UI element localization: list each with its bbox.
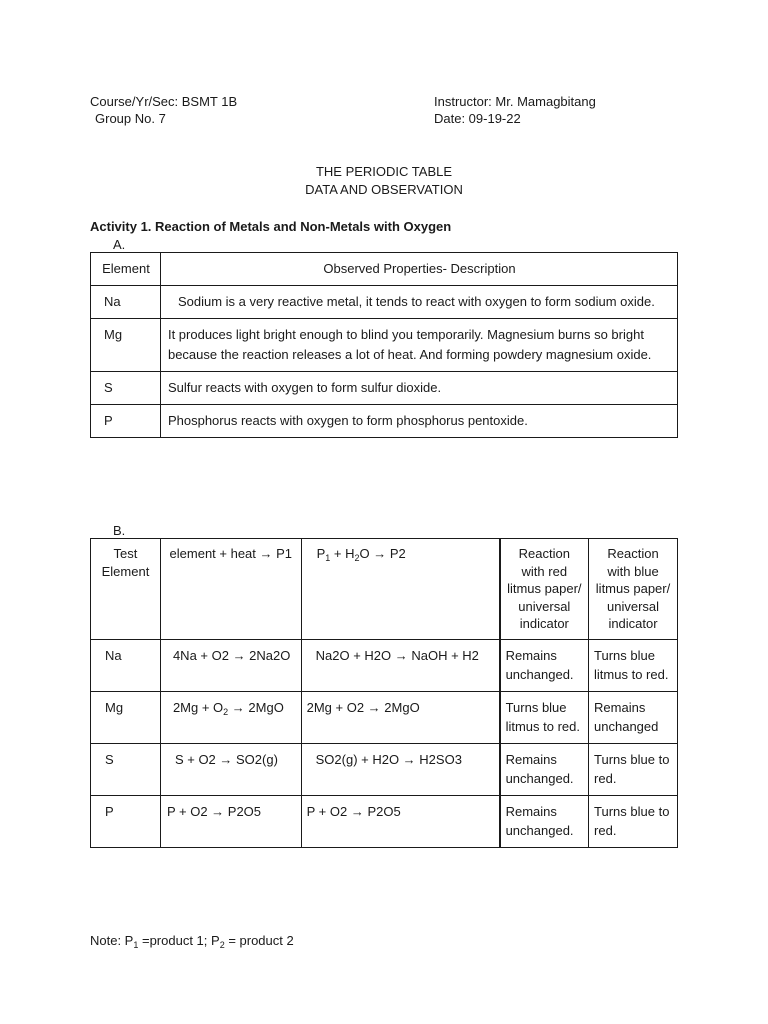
col-element-header: Element <box>91 253 161 286</box>
blue-litmus-cell: Turns blue to red. <box>589 743 678 795</box>
activity-heading: Activity 1. Reaction of Metals and Non-Metals with Oxygen <box>90 219 452 234</box>
table-row <box>91 286 678 319</box>
document-subtitle: DATA AND OBSERVATION <box>305 182 463 197</box>
p1-reaction-cell: 4Na + O2 → 2Na2O <box>160 639 301 691</box>
element-cell: Mg <box>91 691 161 743</box>
blue-litmus-cell: Remains unchanged <box>589 691 678 743</box>
course-info: Course/Yr/Sec: BSMT 1B <box>90 94 238 109</box>
element-cell: S <box>91 372 161 405</box>
p2-reaction-cell: 2Mg + O2 → 2MgO <box>301 691 499 743</box>
table-row <box>91 319 678 372</box>
date-info: Date: 09-19-22 <box>434 111 521 126</box>
blue-litmus-cell: Turns blue to red. <box>589 795 678 847</box>
table-row <box>91 372 678 405</box>
col-desc-header: Observed Properties- Description <box>160 253 677 286</box>
section-b-label: B. <box>113 523 126 538</box>
blue-litmus-cell: Turns blue litmus to red. <box>589 639 678 691</box>
element-cell: Mg <box>91 319 161 372</box>
p2-reaction-cell: Na2O + H2O → NaOH + H2 <box>301 639 499 691</box>
table-row <box>91 795 678 847</box>
col-heat-header: element + heat → P1 <box>160 539 301 640</box>
col-red-litmus-header: Reaction with red litmus paper/ universal indicator <box>500 539 589 640</box>
section-a-label: A. <box>113 237 126 252</box>
document-title: THE PERIODIC TABLE <box>315 164 453 179</box>
p2-reaction-cell: P + O2 → P2O5 <box>301 795 499 847</box>
table-a-header <box>91 253 678 286</box>
element-cell: P <box>91 405 161 438</box>
element-cell: Na <box>91 286 161 319</box>
p1-reaction-cell: $2Mg + O_2 \to 2MgO$ <box>160 691 301 743</box>
element-cell: S <box>91 743 161 795</box>
red-litmus-cell: Remains unchanged. <box>500 743 589 795</box>
p2-reaction-cell: SO2(g) + H2O → H2SO3 <box>301 743 499 795</box>
description-cell: Sodium is a very reactive metal, it tends to react with oxygen to form sodium oxide. <box>160 286 677 319</box>
col-test-element-header: Test Element <box>91 539 161 640</box>
instructor-info: Instructor: Mr. Mamagbitang <box>434 94 596 109</box>
table-a <box>90 252 678 438</box>
table-row <box>91 639 678 691</box>
table-b-header <box>91 539 678 640</box>
table-b <box>90 538 678 848</box>
description-cell: Sulfur reacts with oxygen to form sulfur dioxide. <box>160 372 677 405</box>
red-litmus-cell: Remains unchanged. <box>500 795 589 847</box>
footnote: Note: $P_1$ =product 1; $P_2$ = product 2 <box>90 933 294 950</box>
p1-reaction-cell: S + O2 → SO2(g) <box>160 743 301 795</box>
element-cell: Na <box>91 639 161 691</box>
table-row <box>91 743 678 795</box>
table-row <box>91 405 678 438</box>
p1-reaction-cell: P + O2 → P2O5 <box>160 795 301 847</box>
col-blue-litmus-header: Reaction with blue litmus paper/ universal indicator <box>589 539 678 640</box>
col-water-header: $P_1 + H_2O \to P2$ <box>301 539 499 640</box>
description-cell: It produces light bright enough to blind you temporarily. Magnesium burns so bright because the reaction releases a lot of heat. And forming powdery magnesium oxide. <box>160 319 677 372</box>
red-litmus-cell: Remains unchanged. <box>500 639 589 691</box>
description-cell: Phosphorus reacts with oxygen to form phosphorus pentoxide. <box>160 405 677 438</box>
group-number: Group No. 7 <box>95 111 166 126</box>
table-row <box>91 691 678 743</box>
red-litmus-cell: Turns blue litmus to red. <box>500 691 589 743</box>
element-cell: P <box>91 795 161 847</box>
